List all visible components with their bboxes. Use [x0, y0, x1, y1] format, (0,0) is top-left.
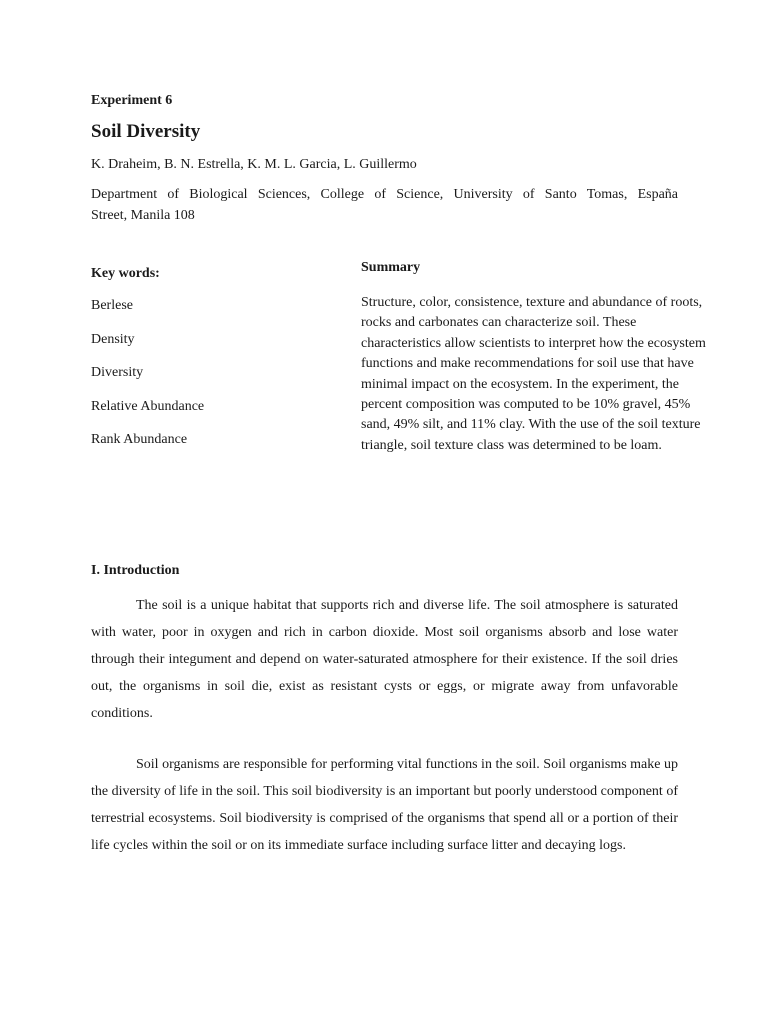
- keyword-item: Diversity: [91, 365, 144, 381]
- summary-heading: Summary: [361, 260, 421, 275]
- author-list: K. Draheim, B. N. Estrella, K. M. L. Garcia, L. Guillermo: [91, 157, 417, 172]
- introduction-paragraph-1: The soil is a unique habitat that supports rich and diverse life. The soil atmosphere is saturated with water, poor in oxygen and rich in carbon dioxide. Most soil organisms absorb and lose water through their integument and depend on water-saturated atmosphere for their existence. If the soil dries out, the organisms in soil die, exist as resistant cysts or eggs, or migrate away from unfavorable conditions.: [91, 598, 678, 721]
- introduction-paragraph-2: Soil organisms are responsible for performing vital functions in the soil. Soil organisms make up the diversity of life in the soil. This soil biodiversity is an important but poorly understood component of terrestrial ecosystems. Soil biodiversity is comprised of the organisms that spend all or a portion of their life cycles within the soil or on its immediate surface including surface litter and decaying logs.: [91, 757, 678, 853]
- keyword-item: Relative Abundance: [91, 398, 205, 414]
- keyword-item: Berlese: [91, 298, 133, 313]
- experiment-label: Experiment 6: [91, 93, 173, 108]
- keywords-heading: Key words:: [91, 266, 160, 281]
- affiliation-line-1: Department of Biological Sciences, College of Science, University of Santo Tomas, España: [91, 187, 678, 202]
- affiliation-line-2: Street, Manila 108: [91, 208, 195, 223]
- paper-title: Soil Diversity: [91, 121, 201, 142]
- introduction-heading: I. Introduction: [91, 563, 180, 578]
- affiliation: [91, 184, 678, 226]
- keyword-item: Density: [91, 331, 135, 347]
- keyword-item: Rank Abundance: [91, 432, 188, 448]
- summary-text: Structure, color, consistence, texture and abundance of roots, rocks and carbonates can characterize soil. These characteristics allow scientists to interpret how the ecosystem functions and make recommendations for soil use that have minimal impact on the ecosystem. In the experiment, the percent composition was computed to be 10% gravel, 45% sand, 49% silt, and 11% clay. With the use of the soil texture triangle, soil texture class was determined to be loam.: [361, 295, 706, 453]
- keywords-list: [91, 296, 204, 464]
